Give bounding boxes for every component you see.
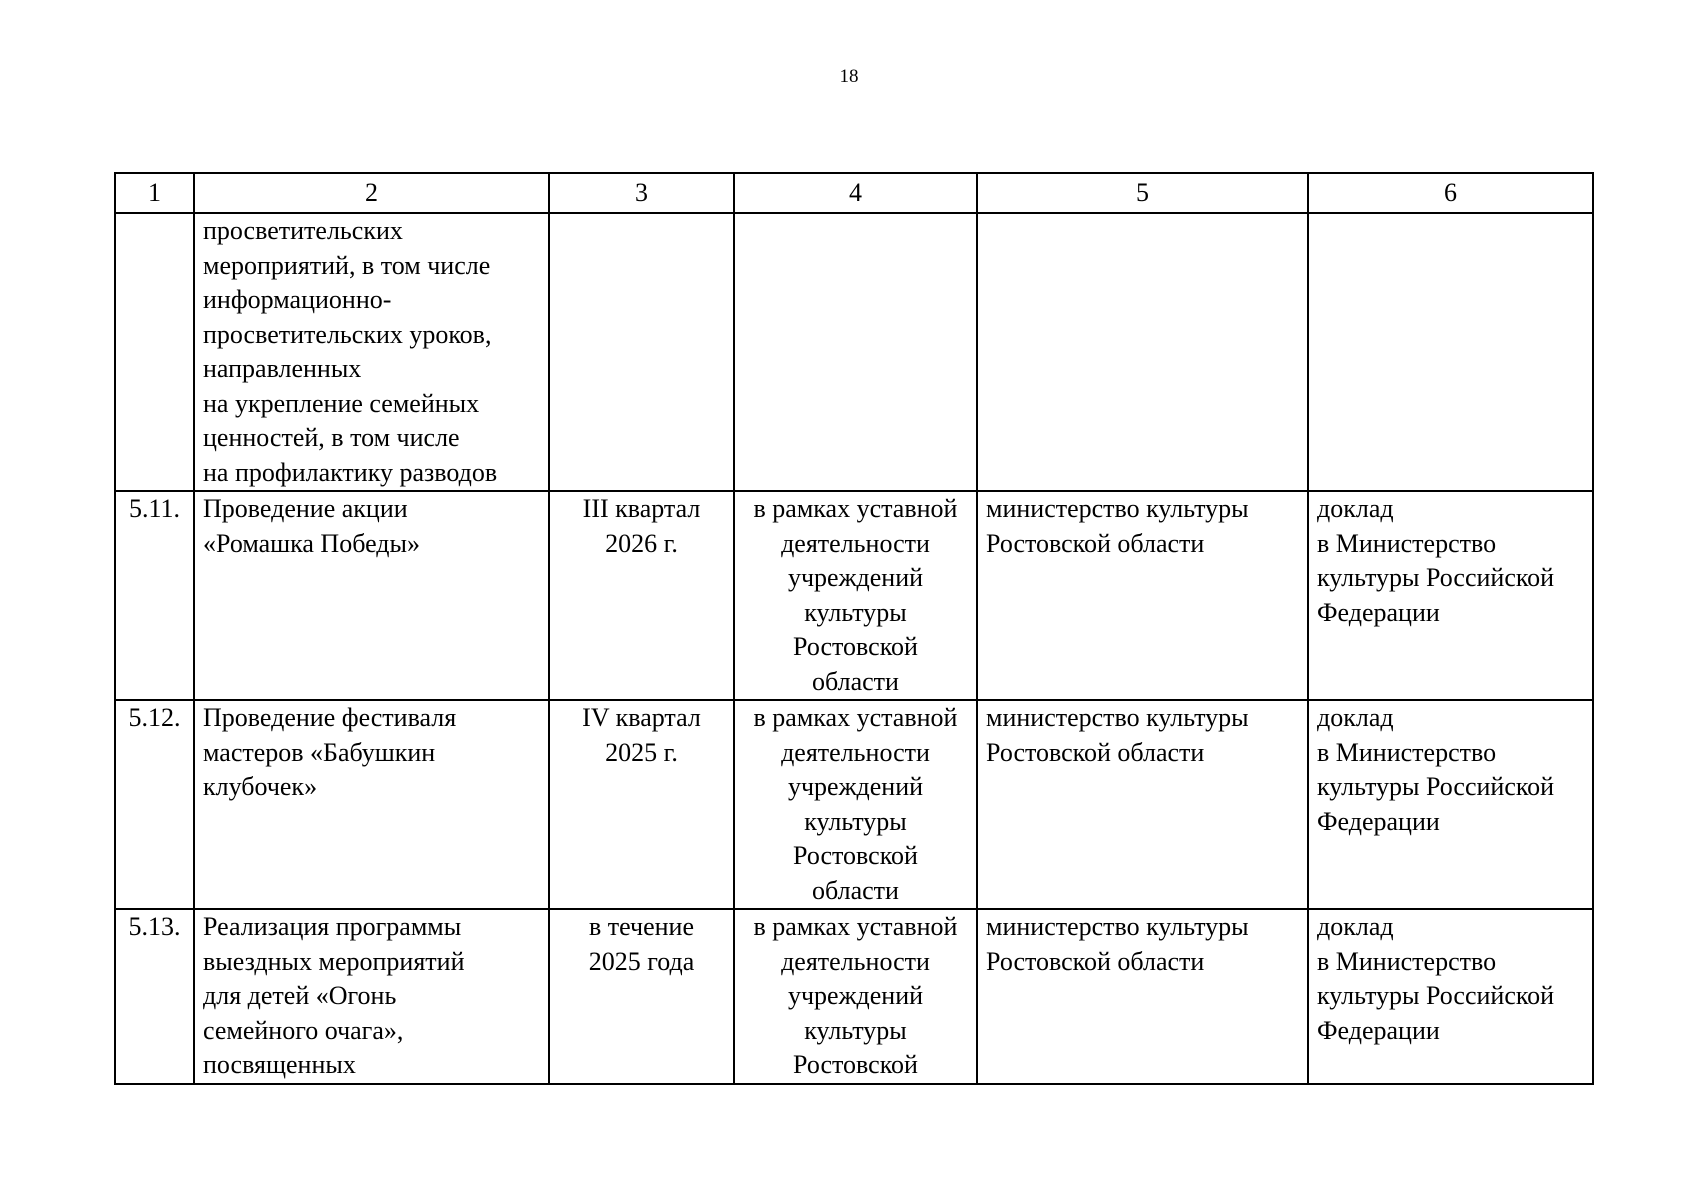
event-name-line: на укрепление семейных — [203, 388, 480, 418]
column-header-3: 3 — [549, 173, 734, 213]
funding-source-line: деятельности — [781, 528, 930, 558]
event-name-line: для детей «Огонь — [203, 981, 397, 1010]
event-name-line: Реализация программы — [203, 912, 462, 941]
result-line: в Министерство — [1317, 528, 1497, 558]
result-line: Федерации — [1317, 597, 1440, 627]
term-cell — [549, 491, 734, 700]
event-name-line: Проведение акции — [203, 494, 408, 523]
page-number: 18 — [839, 66, 859, 87]
funding-source-line: области — [812, 666, 899, 696]
result-line: культуры Российской — [1317, 772, 1555, 801]
event-name-line: семейного очага», — [203, 1015, 404, 1045]
executor-cell — [977, 491, 1308, 700]
funding-source-cell — [734, 213, 977, 491]
executor-line: министерство культуры — [986, 912, 1249, 941]
funding-source-line: в рамках уставной — [753, 912, 958, 941]
funding-source-line: области — [812, 875, 899, 905]
funding-source-cell — [734, 909, 977, 1084]
funding-source-line: деятельности — [781, 737, 930, 767]
column-header-1: 1 — [115, 173, 194, 213]
executor-cell — [977, 909, 1308, 1084]
event-name-cell — [194, 700, 549, 909]
funding-source-line: в рамках уставной — [753, 494, 958, 523]
result-line: доклад — [1317, 703, 1394, 732]
result-cell — [1308, 213, 1593, 491]
event-name-line: посвященных — [203, 1050, 356, 1079]
table-row — [115, 491, 1593, 700]
result-line: доклад — [1317, 912, 1394, 941]
funding-source-line: Ростовской — [793, 632, 918, 661]
result-line: Федерации — [1317, 806, 1440, 836]
funding-source-line: учреждений — [787, 772, 924, 801]
event-name-line: на профилактику разводов — [203, 457, 498, 487]
funding-source-line: в рамках уставной — [753, 703, 958, 732]
funding-source-line: культуры — [804, 806, 907, 836]
column-header-5: 5 — [977, 173, 1308, 213]
executor-line: Ростовской области — [986, 946, 1205, 976]
event-name-line: клубочек» — [203, 772, 318, 801]
funding-source-line: Ростовской — [793, 1050, 918, 1079]
item-number-cell: 5.11. — [115, 491, 194, 700]
result-line: культуры Российской — [1317, 563, 1555, 592]
item-number-cell — [115, 213, 194, 491]
term-line: 2025 г. — [605, 737, 678, 767]
event-name-cell — [194, 213, 549, 491]
table-row — [115, 213, 1593, 491]
event-name-line: информационно- — [203, 285, 392, 314]
column-header-4: 4 — [734, 173, 977, 213]
executor-cell — [977, 700, 1308, 909]
result-cell — [1308, 909, 1593, 1084]
event-name-line: просветительских уроков, — [203, 319, 492, 349]
term-cell — [549, 213, 734, 491]
term-line: в течение — [588, 912, 694, 941]
result-cell — [1308, 700, 1593, 909]
funding-source-line: учреждений — [787, 981, 924, 1010]
event-name-line: просветительских — [203, 216, 403, 245]
funding-source-cell — [734, 700, 977, 909]
event-name-line: мастеров «Бабушкин — [203, 737, 436, 767]
item-number-cell: 5.12. — [115, 700, 194, 909]
event-name-line: мероприятий, в том числе — [203, 250, 491, 280]
executor-line: министерство культуры — [986, 703, 1249, 732]
funding-source-line: Ростовской — [793, 841, 918, 870]
event-name-line: ценностей, в том числе — [203, 423, 460, 452]
result-line: культуры Российской — [1317, 981, 1555, 1010]
event-name-cell — [194, 909, 549, 1084]
term-line: 2025 года — [588, 946, 695, 976]
result-line: доклад — [1317, 494, 1394, 523]
table-row — [115, 700, 1593, 909]
result-cell — [1308, 491, 1593, 700]
executor-line: Ростовской области — [986, 737, 1205, 767]
result-line: в Министерство — [1317, 737, 1497, 767]
funding-source-line: культуры — [804, 1015, 907, 1045]
event-name-cell — [194, 491, 549, 700]
result-line: Федерации — [1317, 1015, 1440, 1045]
funding-source-line: деятельности — [781, 946, 930, 976]
table-row — [115, 909, 1593, 1084]
term-cell — [549, 700, 734, 909]
term-line: IV квартал — [582, 703, 701, 732]
column-header-6: 6 — [1308, 173, 1593, 213]
term-cell — [549, 909, 734, 1084]
executor-line: Ростовской области — [986, 528, 1205, 558]
header-row — [115, 173, 1593, 213]
event-name-line: выездных мероприятий — [203, 946, 465, 976]
column-header-2: 2 — [194, 173, 549, 213]
executor-cell — [977, 213, 1308, 491]
term-line: 2026 г. — [605, 528, 678, 558]
funding-source-line: культуры — [804, 597, 907, 627]
executor-line: министерство культуры — [986, 494, 1249, 523]
result-line: в Министерство — [1317, 946, 1497, 976]
event-name-line: Проведение фестиваля — [203, 703, 457, 732]
funding-source-line: учреждений — [787, 563, 924, 592]
funding-source-cell — [734, 491, 977, 700]
item-number-cell: 5.13. — [115, 909, 194, 1084]
term-line: III квартал — [582, 494, 701, 523]
event-name-line: направленных — [203, 354, 362, 383]
plan-table — [114, 172, 1594, 1085]
event-name-line: «Ромашка Победы» — [203, 528, 420, 558]
